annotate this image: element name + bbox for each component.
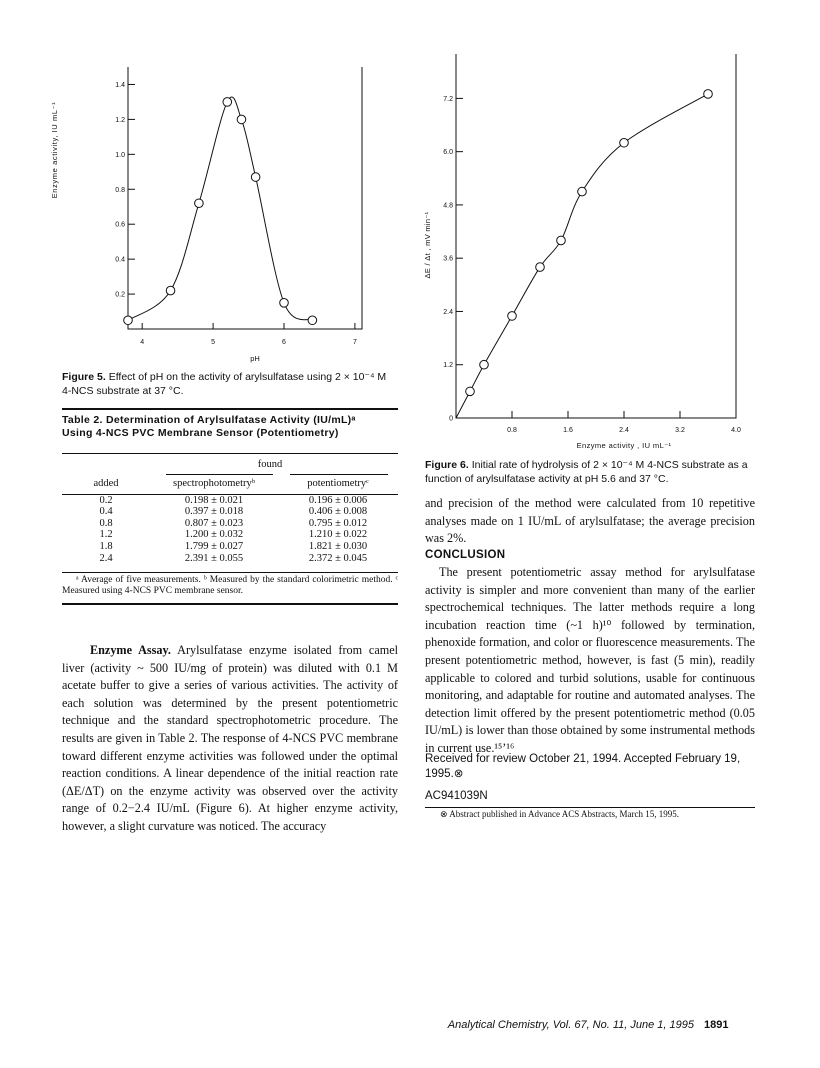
- figure-5-ytick-label: 0.6: [115, 221, 125, 229]
- cell-added: 0.4: [99, 506, 113, 518]
- cell-potentiometry: 1.821 ± 0.030: [308, 540, 368, 552]
- figure-6-ytick-label: 1.2: [443, 362, 453, 370]
- figure-5-caption-label: Figure 5.: [62, 371, 106, 383]
- table-sub-rule: [62, 494, 398, 495]
- cell-added: 1.2: [99, 529, 113, 541]
- cell-potentiometry: 2.372 ± 0.045: [308, 552, 368, 564]
- cell-added: 2.4: [99, 552, 113, 564]
- figure-5-xtick-label: 6: [282, 339, 286, 346]
- figure-6-point: [508, 312, 517, 321]
- figure-6-chart: [418, 50, 768, 455]
- figure-5-xlabel: pH: [250, 354, 260, 363]
- figure-5-ytick-label: 1.2: [115, 116, 125, 124]
- manuscript-code: AC941039N: [425, 790, 488, 802]
- figure-5-caption: [62, 371, 392, 398]
- enzyme-assay-text: Arylsulfatase enzyme isolated from camel liver (activity ~ 500 IU/mg of protein) was diluted with 0.1 M acetate buffer to give a series of various activities. The activity of each solution was determined by the present potentiometric technique and the standard spectrophotometric procedure. The results are given in Table 2. The response of 4-NCS PVC membrane toward different enzyme activities was followed under the optimal reaction conditions. A linear dependence of the initial reaction rate (ΔE/ΔT) on the enzyme activity was observed over the activity range of 0.2−2.4 IU/mL (Figure 6). At higher enzyme activity, however, a slight curvature was noticed. The accuracy: [62, 643, 398, 833]
- precision-paragraph: and precision of the method were calculated from 10 repetitive analyses made on 1 IU/mL of arylsulfatase; the average precision was 2%.: [425, 496, 755, 546]
- figure-6-ytick-label: 4.8: [443, 202, 453, 210]
- col-spectrophotometry: spectrophotometryᵇ: [173, 478, 255, 489]
- figure-6-ytick-label: 3.6: [443, 255, 453, 263]
- figure-5-ytick-label: 1.0: [115, 151, 125, 159]
- figure-6-curve: [456, 94, 708, 418]
- received-note: Received for review October 21, 1994. Accepted February 19, 1995.⊗: [425, 753, 741, 780]
- figure-6-ytick-label: 0: [449, 415, 453, 423]
- cell-potentiometry: 0.196 ± 0.006: [308, 494, 368, 506]
- figure-6-xtick-label: 0.8: [507, 427, 517, 434]
- figure-5-ytick-label: 1.4: [115, 81, 125, 89]
- figure-6-point: [620, 138, 629, 147]
- enzyme-assay-heading: Enzyme Assay.: [90, 643, 171, 657]
- table-2: [62, 478, 398, 564]
- figure-5-point: [195, 199, 204, 208]
- table-row: [62, 529, 398, 541]
- table-group-header: found: [257, 459, 283, 470]
- cell-added: 1.8: [99, 540, 113, 552]
- page-number: 1891: [704, 1019, 729, 1031]
- figure-6-xtick-label: 3.2: [675, 427, 685, 434]
- table-top-rule: [62, 408, 398, 410]
- figure-5-ytick-label: 0.4: [115, 256, 125, 264]
- figure-5-ytick-label: 0.2: [115, 291, 125, 299]
- table-header-rule: [62, 453, 398, 454]
- figure-6-point: [536, 263, 545, 272]
- table-row: [62, 495, 398, 507]
- col-added: added: [93, 478, 119, 489]
- journal-footer: Analytical Chemistry, Vol. 67, No. 11, June 1, 1995: [447, 1019, 694, 1031]
- figure-5-point: [308, 316, 317, 325]
- table-2-title-text: Determination of Arylsulfatase Activity (IU/mL)ᵃ Using 4-NCS PVC Membrane Sensor (Potentiometry): [62, 414, 356, 439]
- figure-6-point: [480, 360, 489, 369]
- figure-5-point: [223, 98, 232, 107]
- figure-5-point: [237, 115, 246, 124]
- footnote-rule: [425, 807, 755, 808]
- figure-6-caption-label: Figure 6.: [425, 459, 469, 471]
- table-2-title: [62, 414, 362, 439]
- figure-6-ytick-label: 2.4: [443, 308, 453, 316]
- table-header-row: [62, 478, 398, 495]
- figure-6-point: [557, 236, 566, 245]
- table-row: [62, 541, 398, 553]
- cell-spectrophotometry: 0.397 ± 0.018: [184, 506, 244, 518]
- cell-potentiometry: 0.406 ± 0.008: [308, 506, 368, 518]
- figure-5-point: [280, 299, 289, 308]
- figure-6-xtick-label: 1.6: [563, 427, 573, 434]
- cell-potentiometry: 1.210 ± 0.022: [308, 529, 368, 541]
- table-2-footnote: ᵃ Average of five measurements. ᵇ Measured by the standard colorimetric method. ᶜ Measured using 4-NCS PVC membrane sensor.: [62, 575, 398, 596]
- figure-6-xlabel: Enzyme activity , IU mL⁻¹: [576, 441, 672, 450]
- figure-5-point: [124, 316, 133, 325]
- figure-5-chart: [80, 55, 390, 365]
- figure-5-xtick-label: 7: [352, 339, 357, 346]
- conclusion-heading: CONCLUSION: [425, 549, 506, 561]
- figure-6-xtick-label: 4.0: [731, 427, 741, 434]
- cell-added: 0.8: [99, 517, 113, 529]
- cell-spectrophotometry: 1.799 ± 0.027: [184, 540, 244, 552]
- figure-6-ytick-label: 6.0: [443, 149, 453, 157]
- figure-6-ylabel: ΔE / Δt , mV min⁻¹: [423, 211, 432, 279]
- cell-spectrophotometry: 0.807 ± 0.023: [184, 517, 244, 529]
- cell-potentiometry: 0.795 ± 0.012: [308, 517, 368, 529]
- figure-5-xtick-label: 5: [211, 339, 216, 346]
- table-group-rule-b: [290, 474, 388, 475]
- figure-6-caption: [425, 459, 755, 486]
- figure-6-point: [704, 90, 713, 99]
- figure-6-ytick-label: 7.2: [443, 95, 453, 103]
- conclusion-paragraph: The present potentiometric assay method for arylsulfatase activity is simpler and more convenient than many of the earlier spectrochemical techniques. The latter methods require a long incubation reaction time (~1 h)¹⁰ followed by termination, phenoxide formation, and color or fluorescence measurements. The present potentiometric method, however, is fast (5 min), readily applicable to colored and turbid solutions, usable for continuous monitoring, and adaptable for routine and automated analyses. The detection limit offered by the present potentiometric method (0.05 IU/mL) is lower than those obtained by some instrumental methods in current use.¹⁵ʼ¹⁶: [425, 565, 755, 755]
- cell-spectrophotometry: 0.198 ± 0.021: [184, 494, 244, 506]
- figure-5-point: [166, 286, 175, 295]
- table-2-label: Table 2.: [62, 414, 103, 426]
- table-group-rule-a: [166, 474, 273, 475]
- figure-6-caption-text: Initial rate of hydrolysis of 2 × 10⁻⁴ M 4-NCS substrate as a function of arylsulfatase activity at pH 5.6 and 37 °C.: [425, 459, 748, 485]
- cell-added: 0.2: [99, 494, 113, 506]
- table-bottom-rule: [62, 572, 398, 573]
- figure-6-point: [466, 387, 475, 396]
- table-row: [62, 506, 398, 518]
- figure-5-frame: [128, 67, 362, 329]
- table-end-rule: [62, 603, 398, 605]
- table-row: [62, 553, 398, 565]
- figure-5-ylabel: Enzyme activity, IU mL⁻¹: [50, 101, 59, 199]
- figure-5-ytick-label: 0.8: [115, 186, 125, 194]
- figure-5-curve: [128, 97, 312, 320]
- figure-5-caption-text: Effect of pH on the activity of arylsulfatase using 2 × 10⁻⁴ M 4-NCS substrate at 37 °C.: [62, 371, 387, 397]
- figure-6-frame: [456, 54, 736, 418]
- cell-spectrophotometry: 1.200 ± 0.032: [184, 529, 244, 541]
- abstract-note: ⊗ Abstract published in Advance ACS Abstracts, March 15, 1995.: [440, 809, 680, 819]
- table-row: [62, 518, 398, 530]
- col-potentiometry: potentiometryᶜ: [307, 478, 369, 489]
- enzyme-assay-paragraph: [62, 642, 398, 836]
- figure-5-xtick-label: 4: [140, 339, 145, 346]
- figure-5-point: [251, 173, 260, 182]
- figure-6-point: [578, 187, 587, 196]
- cell-spectrophotometry: 2.391 ± 0.055: [184, 552, 244, 564]
- figure-6-xtick-label: 2.4: [619, 427, 629, 434]
